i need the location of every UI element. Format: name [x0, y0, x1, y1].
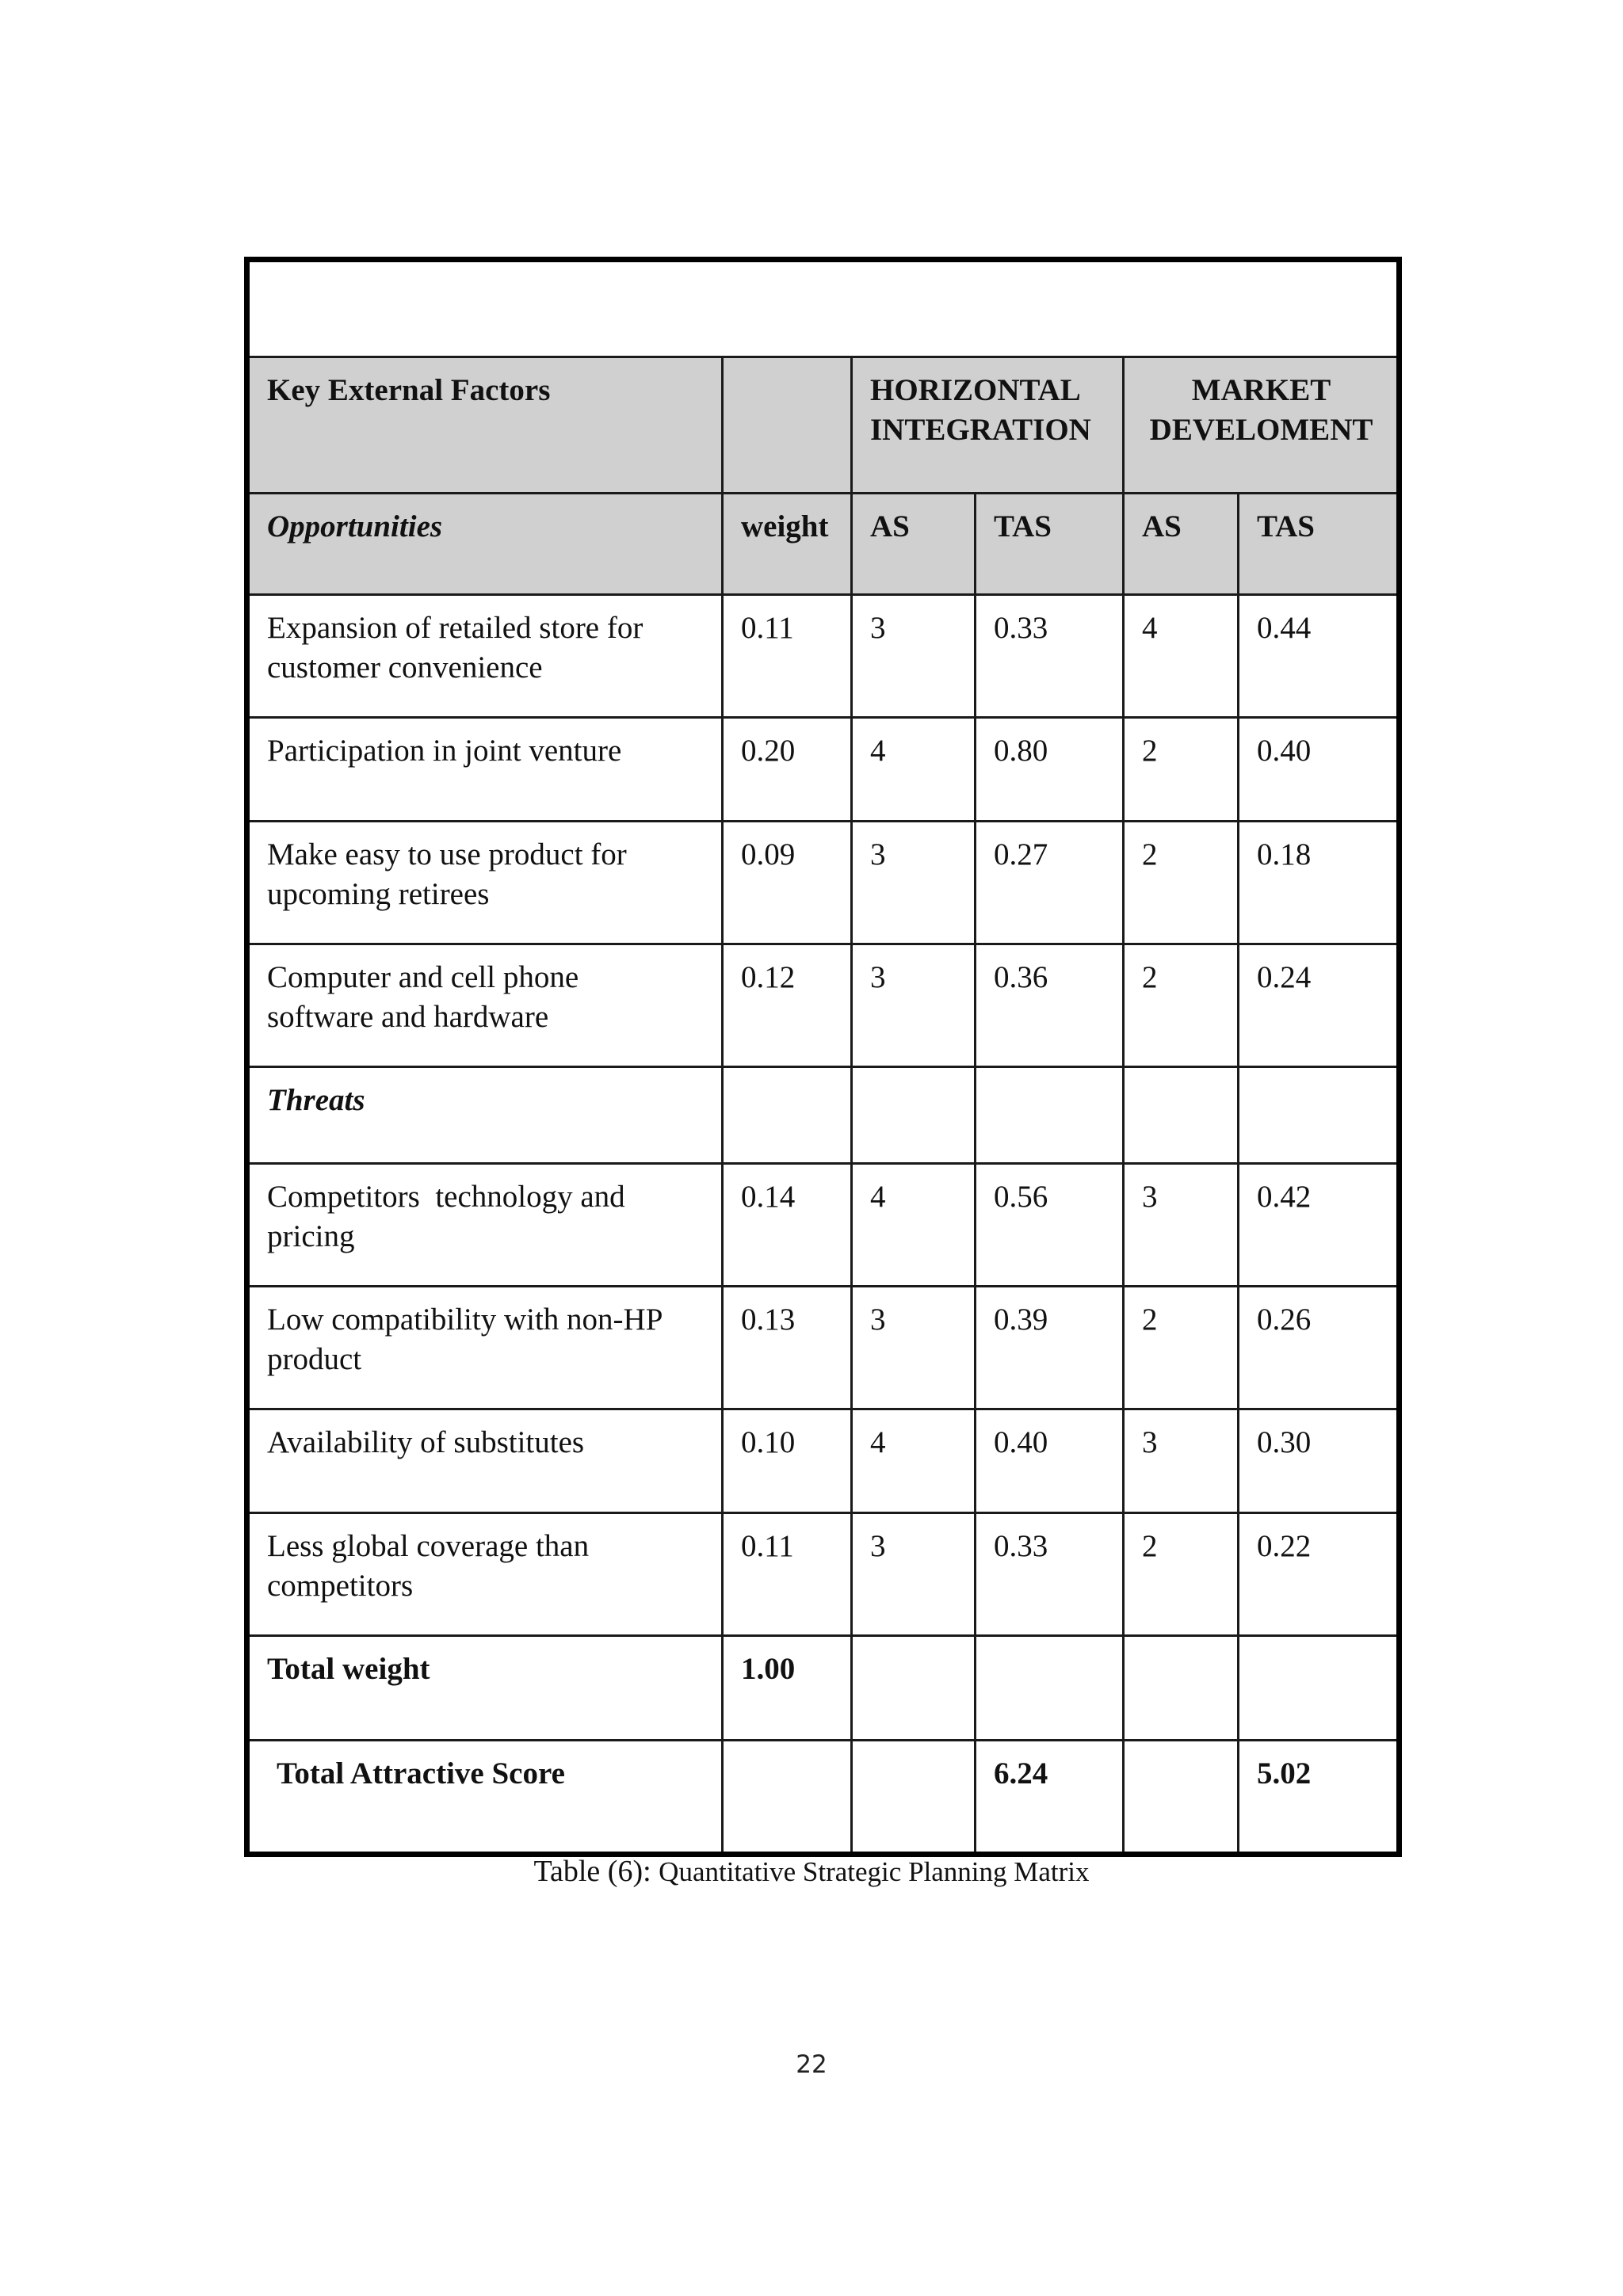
- header-empty-cell: [723, 357, 852, 494]
- total-weight-label: Total weight: [247, 1636, 723, 1741]
- table-row: [247, 1409, 1400, 1513]
- factor-line: customer convenience: [267, 650, 543, 685]
- tas1-cell: 0.56: [976, 1164, 1124, 1287]
- tas1-cell: 0.33: [976, 595, 1124, 718]
- threats-section-row: [247, 1067, 1400, 1164]
- tas2-cell: 0.24: [1239, 944, 1400, 1067]
- empty-cell: [723, 1067, 852, 1164]
- subheader-tas-2: TAS: [1239, 494, 1400, 595]
- header-line: HORIZONTAL: [870, 373, 1081, 407]
- factor-cell: [247, 1164, 723, 1287]
- factor-cell: [247, 1513, 723, 1636]
- tas1-cell: 0.40: [976, 1409, 1124, 1513]
- as2-cell: 3: [1124, 1409, 1239, 1513]
- table-top-empty-row: [247, 260, 1400, 357]
- page-number: 22: [796, 2050, 827, 2079]
- as2-cell: 2: [1124, 1513, 1239, 1636]
- as2-cell: 2: [1124, 718, 1239, 822]
- threats-label: Threats: [247, 1067, 723, 1164]
- header-line: MARKET: [1191, 373, 1331, 407]
- as1-cell: 4: [852, 718, 976, 822]
- header-key-external-factors: Key External Factors: [247, 357, 723, 494]
- caption-title: Quantitative Strategic Planning Matrix: [659, 1856, 1090, 1887]
- empty-cell: [1124, 1636, 1239, 1741]
- empty-cell: [852, 1636, 976, 1741]
- weight-cell: 0.13: [723, 1287, 852, 1409]
- factor-cell: [247, 822, 723, 944]
- tas1-cell: 0.33: [976, 1513, 1124, 1636]
- tas2-cell: 0.22: [1239, 1513, 1400, 1636]
- factor-line: Availability of substitutes: [267, 1425, 585, 1459]
- table-row: [247, 1164, 1400, 1287]
- total-score-label: Total Attractive Score: [247, 1741, 723, 1855]
- empty-cell: [247, 260, 1400, 357]
- subheader-weight: weight: [723, 494, 852, 595]
- tas2-cell: 0.42: [1239, 1164, 1400, 1287]
- qspm-table: [244, 257, 1402, 1857]
- table-row: [247, 944, 1400, 1067]
- weight-cell: 0.10: [723, 1409, 852, 1513]
- factor-line: Competitors technology and: [267, 1180, 625, 1214]
- caption-prefix: Table (6):: [533, 1855, 651, 1888]
- weight-cell: 0.12: [723, 944, 852, 1067]
- factor-cell: [247, 944, 723, 1067]
- factor-cell: [247, 1287, 723, 1409]
- factor-line: Computer and cell phone: [267, 960, 579, 994]
- empty-cell: [976, 1067, 1124, 1164]
- as1-cell: 3: [852, 1513, 976, 1636]
- weight-cell: 0.20: [723, 718, 852, 822]
- table-row: [247, 822, 1400, 944]
- as2-cell: 2: [1124, 944, 1239, 1067]
- subheader-as-2: AS: [1124, 494, 1239, 595]
- as1-cell: 4: [852, 1409, 976, 1513]
- factor-line: Low compatibility with non-HP: [267, 1302, 663, 1337]
- empty-cell: [723, 1741, 852, 1855]
- factor-line: Make easy to use product for: [267, 837, 627, 871]
- qspm-table-container: [244, 257, 1396, 1857]
- empty-cell: [1124, 1067, 1239, 1164]
- table-header-row: [247, 357, 1400, 494]
- total-attractive-score-row: [247, 1741, 1400, 1855]
- tas1-cell: 0.39: [976, 1287, 1124, 1409]
- table-row: [247, 1287, 1400, 1409]
- as1-cell: 3: [852, 822, 976, 944]
- factor-line: upcoming retirees: [267, 877, 490, 911]
- table-subheader-row: [247, 494, 1400, 595]
- table-row: [247, 595, 1400, 718]
- as2-cell: 2: [1124, 822, 1239, 944]
- empty-cell: [1124, 1741, 1239, 1855]
- table-row: [247, 1513, 1400, 1636]
- total-score-tas2: 5.02: [1239, 1741, 1400, 1855]
- factor-line: Expansion of retailed store for: [267, 611, 643, 645]
- as1-cell: 3: [852, 1287, 976, 1409]
- as1-cell: 4: [852, 1164, 976, 1287]
- tas1-cell: 0.27: [976, 822, 1124, 944]
- empty-cell: [852, 1741, 976, 1855]
- total-weight-value: 1.00: [723, 1636, 852, 1741]
- weight-cell: 0.14: [723, 1164, 852, 1287]
- subheader-as-1: AS: [852, 494, 976, 595]
- factor-line: pricing: [267, 1219, 355, 1253]
- as1-cell: 3: [852, 944, 976, 1067]
- tas2-cell: 0.44: [1239, 595, 1400, 718]
- header-market-development: [1124, 357, 1400, 494]
- as2-cell: 4: [1124, 595, 1239, 718]
- header-line: INTEGRATION: [870, 413, 1091, 447]
- empty-cell: [1239, 1067, 1400, 1164]
- empty-cell: [852, 1067, 976, 1164]
- factor-cell: [247, 1409, 723, 1513]
- as2-cell: 2: [1124, 1287, 1239, 1409]
- tas1-cell: 0.80: [976, 718, 1124, 822]
- factor-cell: [247, 718, 723, 822]
- tas2-cell: 0.30: [1239, 1409, 1400, 1513]
- as2-cell: 3: [1124, 1164, 1239, 1287]
- factor-line: Less global coverage than: [267, 1529, 590, 1563]
- factor-line: Participation in joint venture: [267, 734, 622, 768]
- table-row: [247, 718, 1400, 822]
- tas1-cell: 0.36: [976, 944, 1124, 1067]
- factor-line: product: [267, 1342, 362, 1376]
- tas2-cell: 0.40: [1239, 718, 1400, 822]
- as1-cell: 3: [852, 595, 976, 718]
- header-horizontal-integration: [852, 357, 1124, 494]
- subheader-tas-1: TAS: [976, 494, 1124, 595]
- factor-line: software and hardware: [267, 1000, 549, 1034]
- weight-cell: 0.09: [723, 822, 852, 944]
- weight-cell: 0.11: [723, 595, 852, 718]
- tas2-cell: 0.26: [1239, 1287, 1400, 1409]
- empty-cell: [976, 1636, 1124, 1741]
- factor-cell: [247, 595, 723, 718]
- subheader-opportunities: Opportunities: [247, 494, 723, 595]
- header-line: DEVELOMENT: [1149, 413, 1373, 447]
- tas2-cell: 0.18: [1239, 822, 1400, 944]
- factor-line: competitors: [267, 1569, 414, 1603]
- total-score-tas1: 6.24: [976, 1741, 1124, 1855]
- empty-cell: [1239, 1636, 1400, 1741]
- table-caption: [0, 1854, 1623, 1889]
- total-weight-row: [247, 1636, 1400, 1741]
- weight-cell: 0.11: [723, 1513, 852, 1636]
